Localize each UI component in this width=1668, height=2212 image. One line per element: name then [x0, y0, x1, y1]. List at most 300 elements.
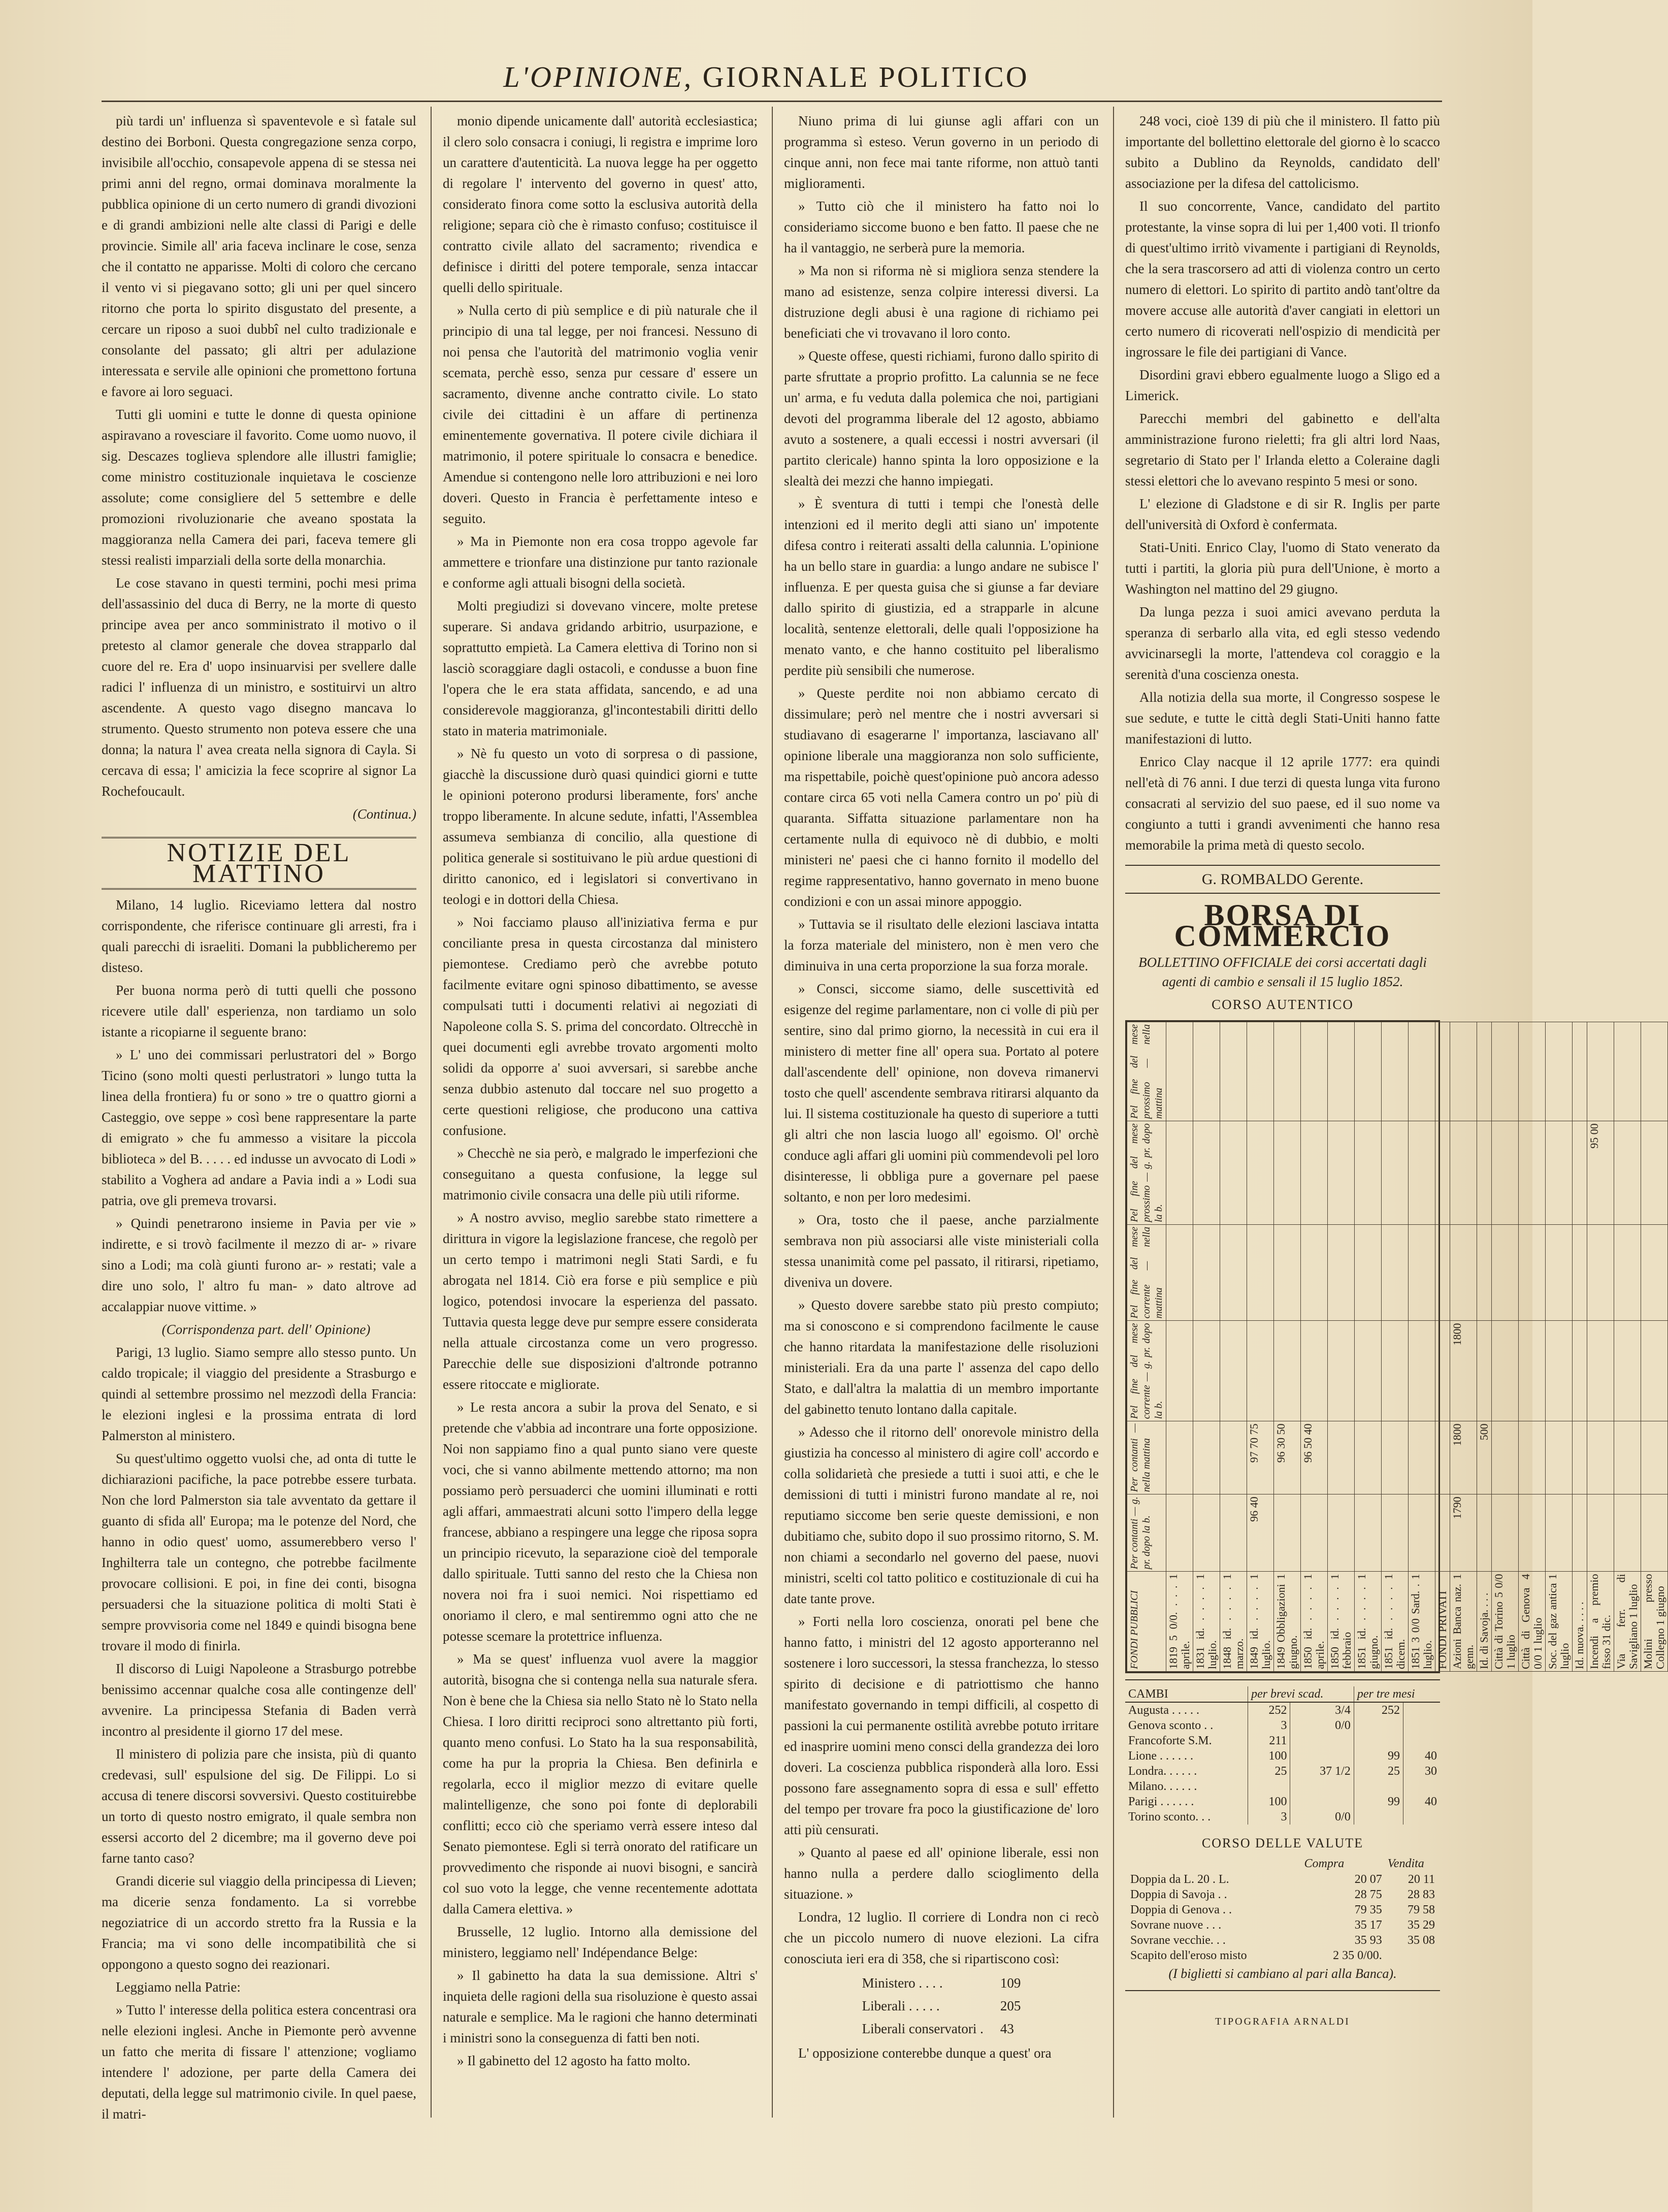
fondi-cell	[1355, 1421, 1382, 1494]
fondi-row	[1301, 1022, 1328, 1672]
fondi-header: Per contanti — g. pr. dopo la b.	[1127, 1494, 1166, 1572]
fondi-cell: Città di Torino 5 0/0 1 luglio	[1492, 1572, 1519, 1672]
fondi-cell	[1641, 1224, 1668, 1321]
article-paragraph: » Ma in Piemonte non era cosa troppo agevole far ammettere e trionfare una distinzione pur tanto razionale e conforme agli attuali bisogni della società.	[443, 534, 758, 591]
cambi-cell: Torino sconto. . .	[1128, 1810, 1211, 1824]
valute-cell: 28 75	[1354, 1888, 1382, 1901]
fondi-cell: 97 70 75	[1247, 1421, 1274, 1494]
fondi-cell: 1831 id. . . . . 1 luglio.	[1193, 1572, 1220, 1672]
valute-cell: 35 29	[1408, 1918, 1435, 1932]
fondi-cell	[1435, 1494, 1450, 1572]
cambi-cell: Londra. . . . . .	[1128, 1765, 1197, 1778]
news-paragraph: Per buona norma però di tutti quelli che possono ricevere utile dall' esperienza, non tardiamo un solo istante a ricopiarne il seguente brano:	[102, 983, 416, 1039]
article-paragraph: » Noi facciamo plauso all'iniziativa ferma e pur conciliante presa in questa circostanza dal ministero piemontese. Crediamo però che avrebbe potuto facilmente evitare ogni spinoso dibattimento, se avesse compulsati tutti i documenti relativi ai negoziati di Napoleone colla S. S. prima del concordato. Oltrecchè in quei documenti egli avrebbe trovato argomenti molto solidi da opporre a' suoi avversari, si sarebbe anche senza dubbio astenuto dal toccare nel suo progetto a certe questioni religiose, che producono una cattiva confusione.	[443, 915, 758, 1138]
fondi-cell: 1850 id. . . . . 1 febbraio	[1328, 1572, 1355, 1672]
valute-cell: 35 93	[1354, 1934, 1382, 1947]
fondi-cell	[1492, 1494, 1519, 1572]
fondi-cell	[1492, 1224, 1519, 1321]
fondi-cell	[1328, 1421, 1355, 1494]
article-paragraph: » È sventura di tutti i tempi che l'onestà delle intenzioni ed il merito degli atti siano un' impotente difesa contro i reiterati assalti della calunnia. L'opinione ha un bello stare in guardia: a lungo andare ne subisce l' influenza. E per questa guisa che si giunse a far deviare dallo spirito di giustizia, ed a strapparle in alcune località, sentenze elettorali, delle quali l'opposizione ha menato vanto, e che hanno costituito pel liberalismo perdite più sensibili che numerose.	[784, 496, 1099, 678]
fondi-cell	[1301, 1121, 1328, 1225]
fondi-cell	[1382, 1321, 1409, 1421]
fondi-header: Per contanti — nella mattina	[1127, 1421, 1166, 1494]
fondi-row	[1477, 1022, 1492, 1672]
election-party: Liberali conservatori .	[862, 2021, 984, 2036]
cambi-cell: 40	[1403, 1794, 1440, 1809]
column-1	[102, 111, 416, 2122]
article-paragraph: » Forti nella loro coscienza, onorati pel bene che hanno fatto, i ministri del 12 agosto apporteranno nel sostenere i loro successori, la stessa franchezza, lo stesso spirito di decisione e di patriottismo che hanno manifestato governando in tempi difficili, al cospetto di passioni la cui permanente ostilità avrebbe potuto irritare ed inasprire uomini meno consci della grandezza dei loro doveri. La coscienza pubblica risponderà alla loro. Essi possono fare assegnamento sopra di essa e sull' effetto del tempo per trovare fra poco la giustificazione de' loro atti più censurati.	[784, 1614, 1099, 1837]
valute-cell: Doppia di Genova . .	[1130, 1903, 1232, 1916]
cambi-header: per tre mesi	[1354, 1686, 1440, 1702]
valute-row	[1125, 1933, 1440, 1948]
fondi-cell	[1573, 1321, 1587, 1421]
fondi-cell	[1166, 1421, 1193, 1494]
news-paragraph: » Tutto l' interesse della politica estera concentrasi ora nelle elezioni inglesi. Anche in Piemonte però avvenne un fatto che merita di fissare l' attenzione; vogliamo intendere l' adozione, per parte della Camera dei deputati, della legge sul matrimonio civile. In quel paese, il matri-	[102, 2002, 416, 2122]
cambi-cell	[1354, 1718, 1403, 1733]
article-paragraph: » Quanto al paese ed all' opinione liberale, essi non hanno nulla a perdere dallo scioglimento della situazione. »	[784, 1845, 1099, 1902]
cambi-title: CAMBI	[1125, 1686, 1248, 1702]
fondi-cell	[1355, 1321, 1382, 1421]
fondi-cell	[1435, 1321, 1450, 1421]
fondi-cell	[1301, 1224, 1328, 1321]
fondi-cell	[1519, 1494, 1546, 1572]
article-paragraph: Disordini gravi ebbero egualmente luogo a Sligo ed a Limerick.	[1125, 367, 1440, 403]
fondi-cell: 1848 id. . . . . 1 marzo.	[1220, 1572, 1247, 1672]
cambi-cell	[1290, 1733, 1354, 1748]
election-seats: 205	[1000, 1998, 1021, 2013]
article-paragraph: » Le resta ancora a subir la prova del Senato, e si pretende che v'abbia ad incontrare una forte opposizione. Noi non sappiamo fino a qual punto siano vere queste voci, che si vanno abilmente mettendo attorno; ma non possiamo però persuaderci che uomini illuminati e rotti agli affari, ammaestrati alcuni sotto l'impero della legge francese, abbiano a respingere una legge che riposa sopra un principio ricevuto, la separazione cioè del temporale dallo spirituale. Tutti sanno del resto che la Chiesa non novera noi fra i suoi nemici. Noi rispettiamo ed onoriamo il clero, e mal sentiremmo ogni atto che ne potesse scemare la protettrice influenza.	[443, 1400, 758, 1644]
fondi-row	[1193, 1022, 1220, 1672]
valute-cell: 35 17	[1354, 1918, 1382, 1932]
continua-label: (Continua.)	[352, 806, 416, 822]
fondi-cell: 1850 id. . . . . 1 aprile.	[1301, 1572, 1328, 1672]
fondi-cell	[1573, 1022, 1587, 1121]
fondi-cell	[1492, 1321, 1519, 1421]
cambi-cell: 37 1/2	[1290, 1764, 1354, 1779]
cambi-cell: 3	[1248, 1809, 1290, 1825]
article-paragraph: 248 voci, cioè 139 di più che il ministero. Il fatto più importante del bollettino elettorale del giorno è lo scacco subito a Dublino da Reynolds, candidato dell' associazione per la difesa del cattolicismo.	[1125, 113, 1440, 191]
fondi-cell	[1166, 1022, 1193, 1121]
fondi-cell	[1166, 1121, 1193, 1225]
fondi-row	[1450, 1022, 1477, 1672]
cambi-cell: Lione . . . . . .	[1128, 1749, 1193, 1763]
valute-header: Compra	[1304, 1857, 1345, 1870]
fondi-cell	[1573, 1494, 1587, 1572]
article-paragraph: » A nostro avviso, meglio sarebbe stato rimettere a dirittura in vigore la legislazione francese, che regolò per un certo tempo i matrimoni negli Stati Sardi, e fu abrogata nel 1814. Ciò era forse e più semplice e più logico, potendosi invocare la esperienza del passato. Tuttavia questa legge deve pur sempre essere considerata nella attuale circostanza come un vero progresso. Parecchie delle sue disposizioni d'altronde potranno essere ritoccate e migliorate.	[443, 1210, 758, 1392]
news-paragraph: Il discorso di Luigi Napoleone a Strasburgo potrebbe benissimo accennar qualche cosa alle contingenze dell' avvenire. La principessa Stefania di Baden verrà incontro al presidente il giorno 17 del mese.	[102, 1661, 416, 1739]
fondi-cell: 96 40	[1247, 1494, 1274, 1572]
fondi-header: Pel fine del mese prossimo — g. pr. dopo la b.	[1127, 1121, 1166, 1225]
fondi-header: Pel fine del mese corrente — nella mattina	[1127, 1224, 1166, 1321]
cambi-table	[1125, 1686, 1440, 1825]
fondi-row	[1220, 1022, 1247, 1672]
fondi-cell	[1435, 1421, 1450, 1494]
fondi-cell: 1849 Obbligazioni 1 giugno.	[1274, 1572, 1301, 1672]
valute-title: CORSO DELLE VALUTE	[1201, 1836, 1364, 1850]
article-paragraph: Il suo concorrente, Vance, candidato del partito protestante, la vinse sopra di lui per 1,400 voti. Il trionfo di quest'ultimo irritò vivamente i partigiani di Reynolds, che la sera trascorsero ad atti di violenza contro un certo numero di elettori. Lo spirito di partito andò tant'oltre da movere accuse alle autorità d'aver cangiati in elettori un certo numero di ricoverati nell'ospizio di mendicità per ingrossare le file dei partigiani di Vance.	[1125, 199, 1440, 360]
cambi-row	[1125, 1779, 1440, 1794]
cambi-cell	[1290, 1748, 1354, 1764]
fondi-cell	[1614, 1121, 1641, 1225]
valute-cell: Doppia da L. 20 . L.	[1130, 1873, 1229, 1886]
fondi-cell	[1519, 1224, 1546, 1321]
fondi-cell	[1328, 1321, 1355, 1421]
cambi-cell: 40	[1403, 1748, 1440, 1764]
valute-row	[1125, 1887, 1440, 1902]
cambi-cell: Francoforte S.M.	[1128, 1734, 1212, 1747]
fondi-cell: 1851 id. . . . . 1 giugno.	[1355, 1572, 1382, 1672]
fondi-cell	[1587, 1022, 1614, 1121]
cambi-cell: 211	[1248, 1733, 1290, 1748]
cambi-cell	[1403, 1733, 1440, 1748]
article-paragraph: » Ma se quest' influenza vuol avere la maggior autorità, bisogna che si contenga nella sua naturale sfera. Non è bene che la Chiesa sia nello Stato nè lo Stato nella Chiesa. I loro diritti reciproci sono altrettanto più forti, quanto meno confusi. Lo Stato ha la sua responsabilità, come ha pur la propria la Chiesa. Ben definirla e regolarla, ecco il miglior mezzo di evitare quelle malintelligenze, che sono poi fonte di deplorabili conflitti; ecco ciò che speriamo verrà essere inteso dal Senato piemontese. Egli si terrà onorato del ratificare un provvedimento che risponde ai nuovi bisogni, e sancirà col suo voto la legge, che venne recentemente adottata dalla Camera elettiva. »	[443, 1651, 758, 1916]
fondi-cell: Id. di Savoja. . . .	[1477, 1572, 1492, 1672]
fondi-cell	[1477, 1121, 1492, 1225]
fondi-cell	[1641, 1421, 1668, 1494]
column-rule	[772, 107, 773, 2118]
newspaper-name: L'OPINIONE,	[503, 60, 694, 93]
fondi-cell	[1492, 1421, 1519, 1494]
fondi-cell: FONDI PRIVATI	[1435, 1572, 1450, 1672]
election-party: Liberali . . . . .	[862, 1998, 940, 2013]
newspaper-header	[0, 60, 1532, 94]
article-paragraph: » Tuttavia se il risultato delle elezioni lasciava intatta la forza materiale del ministero, non è men vero che diminuiva in una certa proporzione la sua forza morale.	[784, 917, 1099, 973]
fondi-cell	[1614, 1494, 1641, 1572]
fondi-cell: Via ferr. di Savigliano 1 luglio	[1614, 1572, 1641, 1672]
valute-cell: Scapito dell'eroso misto	[1130, 1949, 1247, 1962]
fondi-row	[1546, 1022, 1573, 1672]
fondi-cell	[1328, 1022, 1355, 1121]
fondi-table-box	[1125, 1020, 1666, 1673]
fondi-cell	[1220, 1121, 1247, 1225]
fondi-cell	[1274, 1494, 1301, 1572]
article-paragraph: » Tutto ciò che il ministero ha fatto noi lo consideriamo siccome buono e ben fatto. Il paese che ne ha il vantaggio, ne serberà pure la memoria.	[784, 199, 1099, 255]
fondi-cell	[1382, 1121, 1409, 1225]
valute-row	[1125, 1902, 1440, 1917]
fondi-cell	[1274, 1224, 1301, 1321]
fondi-cell	[1409, 1224, 1435, 1321]
fondi-cell	[1328, 1121, 1355, 1225]
cambi-cell: 100	[1248, 1748, 1290, 1764]
fondi-cell: 1790	[1450, 1494, 1477, 1572]
article-paragraph: » Nulla certo di più semplice e di più naturale che il principio di una tal legge, per noi francesi. Nessuno di noi pensa che l'autorità del matrimonio voglia venir scemata, perchè esso, senza pur cessare d' essere un sacramento, divenne anche contratto civile. Lo stato civile dei cittadini è un affare di pertinenza eminentemente governativa. Il potere civile dichiara il matrimonio, il potere spirituale lo consacra e benedice. Amendue si contengono nelle loro attribuzioni e nei loro doveri. Questo in Francia è perfettamente inteso e seguito.	[443, 303, 758, 526]
article-paragraph: » Consci, siccome siamo, delle suscettività ed esigenze del regime parlamentare, non ci volle di più per sentire, sino dal primo giorno, la necessità in cui era il ministero di metter fine all' opera sua. Portato al potere dall'ascendente dell' opinione, non doveva rimanervi tosto che quell' ascendente sembrava ritirarsi alquanto da lui. Il sistema costituzionale ha questo di superiore a tutti gli altri che non lascia luogo all' egoismo. Ol' orchè conduce agli affari gli uomini più commendevoli pel loro disinteresse, li obbliga pure a governare pel paese soltanto, e non per loro medesimi.	[784, 981, 1099, 1205]
fondi-cell	[1220, 1321, 1247, 1421]
valute-cell: 79 35	[1354, 1903, 1382, 1916]
biglietti-note: (I biglietti si cambiano al pari alla Banca).	[1168, 1966, 1397, 1981]
cambi-cell: 25	[1354, 1764, 1403, 1779]
article-paragraph: Londra, 12 luglio. Il corriere di Londra non ci recò che un piccolo numero di nuove elezioni. La cifra conosciuta ieri era di 358, che si ripartiscono così:	[784, 1909, 1099, 1966]
election-row	[862, 1995, 1022, 2017]
election-row	[862, 2018, 1022, 2040]
valute-cell: 35 08	[1408, 1934, 1435, 1947]
cambi-cell: Augusta . . . . .	[1128, 1704, 1199, 1717]
valute-cell: 20 11	[1408, 1873, 1435, 1886]
article-paragraph: Tutti gli uomini e tutte le donne di questa opinione aspiravano a rovesciare il favorito. Come uomo nuovo, il sig. Descazes toglieva splendore alle illustri famiglie; come ministro costituzionale inquietava le coscienze assolute; come consigliere del 5 settembre e delle promozioni rivoluzionarie che aveano spostata la maggioranza nella Camera dei pari, faceva temere gli stessi realisti imparziali della sorte della monarchia.	[102, 407, 416, 568]
cambi-cell	[1354, 1809, 1403, 1825]
fondi-cell	[1435, 1224, 1450, 1321]
article-paragraph: » Queste offese, questi richiami, furono dallo spirito di parte sfruttate a proprio profitto. La calunnia se ne fece un' arma, e fu veduta dalla polemica che noi, partigiani devoti del programma liberale del 12 agosto, abbiamo avuto a sostenere, a quali eccessi i nostri avversari (il partito clericale) hanno spinta la loro opposizione e la slealtà dei mezzi che hanno impiegati.	[784, 348, 1099, 489]
article-paragraph: L' opposizione conterebbe dunque a quest' ora	[798, 2045, 1052, 2061]
fondi-cell	[1409, 1421, 1435, 1494]
article-paragraph: » Checchè ne sia però, e malgrado le imperfezioni che conseguitano a questa confusione, la legge sul matrimonio civile consacra una delle più utili riforme.	[443, 1146, 758, 1202]
fondi-cell	[1301, 1494, 1328, 1572]
fondi-cell	[1193, 1121, 1220, 1225]
fondi-row	[1492, 1022, 1519, 1672]
fondi-cell	[1587, 1494, 1614, 1572]
article-paragraph: L' elezione di Gladstone e di sir R. Inglis per parte dell'università di Oxford è confermata.	[1125, 496, 1440, 532]
cambi-header: per brevi scad.	[1248, 1686, 1354, 1702]
fondi-cell	[1193, 1022, 1220, 1121]
fondi-cell	[1409, 1321, 1435, 1421]
article-paragraph: » Questo dovere sarebbe stato più presto compiuto; ma si conoscono e si comprendono facilmente le cause che hanno ritardata la manifestazione delle risoluzioni ministeriali. Era da una parte l' assenza del capo dello Stato, e dall'altra la malattia di un membro importante del gabinetto tenuto lontano dalla capitale.	[784, 1297, 1099, 1417]
fondi-cell	[1274, 1022, 1301, 1121]
valute-header-row	[1125, 1856, 1440, 1872]
fondi-cell	[1328, 1494, 1355, 1572]
cambi-cell: 252	[1354, 1702, 1403, 1718]
cambi-cell: 99	[1354, 1748, 1403, 1764]
fondi-cell	[1450, 1022, 1477, 1121]
valute-cell: Doppia di Savoja . .	[1130, 1888, 1227, 1901]
fondi-cell	[1274, 1121, 1301, 1225]
election-seats: 43	[1000, 2021, 1014, 2036]
fondi-row	[1614, 1022, 1641, 1672]
section-title: NOTIZIE DEL MATTINO	[102, 837, 416, 890]
gerente-signature: G. ROMBALDO Gerente.	[1125, 865, 1440, 894]
valute-row	[1125, 1872, 1440, 1887]
article-paragraph: Brusselle, 12 luglio. Intorno alla demissione del ministero, leggiamo nell' Indépendance Belge:	[443, 1924, 758, 1960]
fondi-cell	[1614, 1224, 1641, 1321]
fondi-cell: 1851 3 0/0 Sard. . 1 luglio.	[1409, 1572, 1435, 1672]
fondi-cell	[1166, 1224, 1193, 1321]
fondi-cell	[1519, 1321, 1546, 1421]
news-source: (Corrispondenza part. dell' Opinione)	[161, 1322, 371, 1337]
news-paragraph: » Quindi penetrarono insieme in Pavia per vie » indirette, e si trovò facilmente il mezzo di ar- » rivare sino a Lodi; ma colà giunti furono ar- » restati; vale a dire uno solo, l' altro fu man- » dato altrove ad accalappiar nuove vittime. »	[102, 1216, 416, 1314]
cambi-cell: Milano. . . . . .	[1128, 1780, 1197, 1793]
fondi-cell	[1546, 1421, 1573, 1494]
fondi-cell	[1193, 1224, 1220, 1321]
fondi-cell	[1247, 1121, 1274, 1225]
fondi-cell	[1546, 1121, 1573, 1225]
fondi-cell	[1382, 1022, 1409, 1121]
article-paragraph: » Queste perdite noi non abbiamo cercato di dissimulare; però nel mentre che i nostri avversari si studiavano di esagerarne l' importanza, lasciavano all' opinione liberale una maggioranza non solo sufficiente, ma rispettabile, poichè quest'opinione può ancora adesso contare circa 65 voti nella Camera contro un po' più di quaranta. Siffatta situazione parlamentare non ha certamente nulla di equivoco nè di dubbio, e molti ministeri ne' paesi che ci hanno fornito il modello del regime rappresentativo, hanno governato in meno buone condizioni e con un assai minore appoggio.	[784, 686, 1099, 909]
fondi-cell: 96 30 50	[1274, 1421, 1301, 1494]
fondi-cell: 1800	[1450, 1321, 1477, 1421]
fondi-cell	[1519, 1421, 1546, 1494]
cambi-cell: 99	[1354, 1794, 1403, 1809]
fondi-cell	[1477, 1494, 1492, 1572]
valute-header	[1125, 1856, 1304, 1872]
fondi-cell: 1800	[1450, 1421, 1477, 1494]
fondi-cell	[1546, 1022, 1573, 1121]
column-2	[443, 111, 758, 2117]
cambi-cell: 3	[1248, 1718, 1290, 1733]
fondi-cell	[1409, 1022, 1435, 1121]
fondi-cell	[1519, 1121, 1546, 1225]
fondi-cell	[1301, 1022, 1328, 1121]
fondi-cell	[1382, 1224, 1409, 1321]
fondi-row	[1573, 1022, 1587, 1672]
article-paragraph: Molti pregiudizi si dovevano vincere, molte pretese superare. Si andava gridando arbitrio, usurpazione, e soprattutto empietà. La Camera elettiva di Torino non si lasciò scoraggiare dagli ostacoli, e condusse a buon fine l'opera che le era stata affidata, sancendo, e ad una considerevole maggioranza, gl'incontestabili diritti dello stato in materia matrimoniale.	[443, 598, 758, 738]
fondi-cell	[1166, 1494, 1193, 1572]
fondi-cell	[1587, 1224, 1614, 1321]
article-paragraph: » Il gabinetto ha data la sua demissione. Altri s' inquieta delle ragioni della sua risoluzione è questo assai naturale e semplice. Ma le ragioni che hanno determinati i ministri sono la conseguenza di fatti ben noti.	[443, 1968, 758, 2045]
cambi-row	[1125, 1702, 1440, 1718]
cambi-cell	[1403, 1809, 1440, 1825]
fondi-cell: Incendi a premio fisso 31 dic.	[1587, 1572, 1614, 1672]
borsa-title: BORSA DI COMMERCIO	[1174, 898, 1391, 953]
fondi-header: Pel fine del mese prossimo — nella mattina	[1127, 1022, 1166, 1121]
fondi-cell	[1435, 1121, 1450, 1225]
fondi-cell	[1409, 1121, 1435, 1225]
valute-row	[1125, 1917, 1440, 1933]
cambi-cell	[1354, 1733, 1403, 1748]
divider	[1125, 1679, 1440, 1680]
cambi-row	[1125, 1718, 1440, 1733]
fondi-cell: Azioni Banca naz. 1 genn.	[1450, 1572, 1477, 1672]
fondi-cell: Soc. del gaz antica 1 luglio	[1546, 1572, 1573, 1672]
fondi-row	[1274, 1022, 1301, 1672]
column-3	[784, 111, 1099, 2117]
column-4	[1125, 111, 1666, 2117]
fondi-row	[1641, 1022, 1668, 1672]
news-paragraph: Grandi dicerie sul viaggio della principessa di Lieven; ma dicerie senza fondamento. La si vorrebbe negoziatrice di un accordo stretto fra la Russia e la Francia; ma vi sono delle incompatibilità che si oppongono a questo sogno dei reazionari.	[102, 1873, 416, 1972]
cambi-cell	[1403, 1702, 1440, 1718]
fondi-cell	[1193, 1321, 1220, 1421]
cambi-cell	[1290, 1794, 1354, 1809]
fondi-cell	[1166, 1321, 1193, 1421]
fondi-cell: 1849 id. . . . . 1 luglio.	[1247, 1572, 1274, 1672]
fondi-cell	[1193, 1421, 1220, 1494]
article-paragraph: Stati-Uniti. Enrico Clay, l'uomo di Stato venerato da tutti i partiti, la gloria più pura dell'Unione, è morto a Washington nel mattino del 29 giugno.	[1125, 540, 1440, 597]
fondi-row	[1328, 1022, 1355, 1672]
fondi-cell	[1546, 1224, 1573, 1321]
fondi-cell	[1220, 1421, 1247, 1494]
cambi-cell: Parigi . . . . . .	[1128, 1795, 1194, 1808]
fondi-cell	[1546, 1494, 1573, 1572]
news-paragraph: Milano, 14 luglio. Riceviamo lettera dal nostro corrispondente, che riferisce continuare gli arresti, fra i quali parecchi di israeliti. Domani la pubblicheremo per disteso.	[102, 897, 416, 975]
cambi-cell	[1354, 1779, 1403, 1794]
cambi-cell	[1403, 1779, 1440, 1794]
cambi-cell: Genova sconto . .	[1128, 1719, 1214, 1732]
fondi-cell	[1573, 1121, 1587, 1225]
cambi-row	[1125, 1794, 1440, 1809]
fondi-cell	[1573, 1421, 1587, 1494]
cambi-cell: 100	[1248, 1794, 1290, 1809]
article-paragraph: » Il gabinetto del 12 agosto ha fatto molto.	[457, 2053, 691, 2068]
fondi-cell	[1328, 1224, 1355, 1321]
valute-row	[1125, 1948, 1440, 1963]
fondi-cell	[1409, 1494, 1435, 1572]
header-rule	[102, 101, 1442, 102]
article-paragraph: monio dipende unicamente dall' autorità ecclesiastica; il clero solo consacra i coniugi, li registra e imprime loro un carattere d'autenticità. La nuova legge ha per oggetto di regolare l' intervento del governo in quest' atto, considerato finora come sotto la esclusiva autorità della religione; separa ciò che è rimasto confuso; costituisce il contratto civile allato del sacramento; rivendica e definisce i diritti del potere temporale, senza intaccar quelli dello spirituale.	[443, 113, 758, 295]
cambi-header-row	[1125, 1686, 1440, 1702]
fondi-cell: 500	[1477, 1421, 1492, 1494]
fondi-cell: 1819 5 0/0. . . . 1 aprile.	[1166, 1572, 1193, 1672]
fondi-cell	[1477, 1321, 1492, 1421]
article-paragraph: più tardi un' influenza sì spaventevole e sì fatale sul destino dei Borboni. Questa congregazione senza corpo, invisibile all'occhio, consapevole appena di se stessa nei primi anni del regno, ormai dominava moralmente la pubblica opinione di un certo numero di grandi divozioni e di grandi ambizioni nelle alte classi di Parigi e delle provincie. Simile all' aria faceva inclinare le cose, senza che il contatto ne apparisse. Molti di coloro che cercano il vento vi si piegavano sotto; gli uni per quel sincero ritorno che porta lo spirito disgustato del presente, a cercare un riposo a suoi dubbî nel culto tradizionale e consolante del passato; gli altri per adulazione interessata e servile alle opinioni che promettono fortuna e favore ai loro seguaci.	[102, 113, 416, 399]
news-paragraph: » L' uno dei commissari perlustratori del » Borgo Ticino (sono molti questi perlustratori » lungo tutta la linea della frontiera) fu or sono » tre o quattro giorni a Casteggio, ove seppe » così bene rappresentare la parte di emigrato » che fu ammesso a visitare la piccola biblioteca » del B. . . . . ed indusse un avvocato di Lodi » stabilito a Voghera ad andare a Pavia indi a » Lodi sua patria, ove gli premeva trovarsi.	[102, 1047, 416, 1208]
fondi-cell	[1546, 1321, 1573, 1421]
news-paragraph: Il ministero di polizia pare che insista, più di quanto credevasi, sull' espulsione del sig. De Filippi. Lo si accusa di tenere discorsi sovversivi. Questo costituirebbe un torto di questo nostro emigrato, il quale sembra non essersi accorto del 2 dicembre; ma il governo deve poi farne tanto caso?	[102, 1746, 416, 1866]
fondi-cell	[1614, 1321, 1641, 1421]
election-party: Ministero . . . .	[862, 1975, 943, 1991]
fondi-cell	[1614, 1022, 1641, 1121]
article-paragraph: Enrico Clay nacque il 12 aprile 1777: era quindi nell'età di 76 anni. I due terzi di questa lunga vita furono consacrati al servizio del suo paese, ed il suo nome va congiunto a tutti i grandi avvenimenti che hanno resa memorabile la prima metà di questo secolo.	[1125, 754, 1440, 853]
cambi-cell: 30	[1403, 1764, 1440, 1779]
column-rule	[431, 107, 432, 2118]
article-paragraph: » Ora, tosto che il paese, anche parzialmente sembrava non più associarsi alle viste ministeriali colla stessa unanimità come pel passato, il ritirarsi, ripetiamo, diveniva un dovere.	[784, 1212, 1099, 1290]
valute-header: Vendita	[1387, 1857, 1424, 1870]
fondi-cell	[1220, 1022, 1247, 1121]
fondi-cell	[1641, 1022, 1668, 1121]
fondi-header: Pel fine del mese corrente — g. pr. dopo la b.	[1127, 1321, 1166, 1421]
fondi-cell: 96 50 40	[1301, 1421, 1328, 1494]
fondi-cell	[1355, 1494, 1382, 1572]
article-paragraph: Alla notizia della sua morte, il Congresso sospese le sue sedute, e tutte le città degli Stati-Uniti hanno fatte manifestazioni di lutto.	[1125, 690, 1440, 746]
cambi-row	[1125, 1733, 1440, 1748]
fondi-cell	[1587, 1421, 1614, 1494]
fondi-header: FONDI PUBBLICI	[1127, 1572, 1166, 1672]
fondi-cell	[1477, 1224, 1492, 1321]
bollettino-subtitle: BOLLETTINO OFFICIALE dei corsi accertati dagli agenti di cambio e sensali il 15 luglio 1852.	[1138, 955, 1427, 989]
fondi-cell	[1274, 1321, 1301, 1421]
fondi-cell	[1355, 1224, 1382, 1321]
cambi-cell	[1290, 1779, 1354, 1794]
election-results-table	[861, 1971, 1023, 2041]
valute-cell	[1387, 1948, 1440, 1963]
fondi-cell	[1641, 1494, 1668, 1572]
fondi-cell	[1435, 1022, 1450, 1121]
fondi-cell	[1193, 1494, 1220, 1572]
fondi-cell	[1355, 1022, 1382, 1121]
fondi-cell	[1641, 1121, 1668, 1225]
fondi-cell: Id. nuova. . . . .	[1573, 1572, 1587, 1672]
fondi-row	[1355, 1022, 1382, 1672]
fondi-cell	[1587, 1321, 1614, 1421]
fondi-cell	[1450, 1224, 1477, 1321]
fondi-cell	[1519, 1022, 1546, 1121]
article-paragraph: » Ma non si riforma nè si migliora senza stendere la mano ad esistenze, senza colpire interessi diversi. La distruzione degli abusi è una ragione di richiamo pei beneficiati che vi trovavano il loro conto.	[784, 263, 1099, 341]
fondi-cell: Città di Genova 4 0/0 1 luglio	[1519, 1572, 1546, 1672]
cambi-cell	[1403, 1718, 1440, 1733]
fondi-cell	[1573, 1224, 1587, 1321]
cambi-row	[1125, 1809, 1440, 1825]
valute-cell: Sovrane nuove . . .	[1130, 1918, 1222, 1932]
article-paragraph: Niuno prima di lui giunse agli affari con un programma sì esteso. Verun governo in un periodo di cinque anni, non fece mai tante riforme, non attuò tanti miglioramenti.	[784, 113, 1099, 191]
election-row	[862, 1972, 1022, 1994]
valute-cell: Sovrane vecchie. . .	[1130, 1934, 1226, 1947]
column-rule	[1113, 107, 1114, 2118]
fondi-cell	[1247, 1224, 1274, 1321]
valute-cell: 20 07	[1354, 1873, 1382, 1886]
fondi-cell	[1220, 1224, 1247, 1321]
cambi-cell: 3/4	[1290, 1702, 1354, 1718]
fondi-row	[1247, 1022, 1274, 1672]
valute-cell: 28 83	[1408, 1888, 1435, 1901]
fondi-row	[1435, 1022, 1450, 1672]
cambi-cell: 252	[1248, 1702, 1290, 1718]
fondi-cell	[1382, 1494, 1409, 1572]
fondi-cell	[1220, 1494, 1247, 1572]
fondi-cell	[1355, 1121, 1382, 1225]
valute-table	[1125, 1856, 1440, 1963]
fondi-cell	[1450, 1121, 1477, 1225]
news-paragraph: Parigi, 13 luglio. Siamo sempre allo stesso punto. Un caldo tropicale; il viaggio del presidente a Strasburgo e quindi al settembre prossimo nel mezzodì della Francia: le elezioni inglesi e la prossima entrata di lord Palmerston al ministero.	[102, 1345, 416, 1443]
valute-cell: 79 58	[1408, 1903, 1435, 1916]
fondi-cell	[1301, 1321, 1328, 1421]
fondi-table	[1127, 1022, 1668, 1672]
